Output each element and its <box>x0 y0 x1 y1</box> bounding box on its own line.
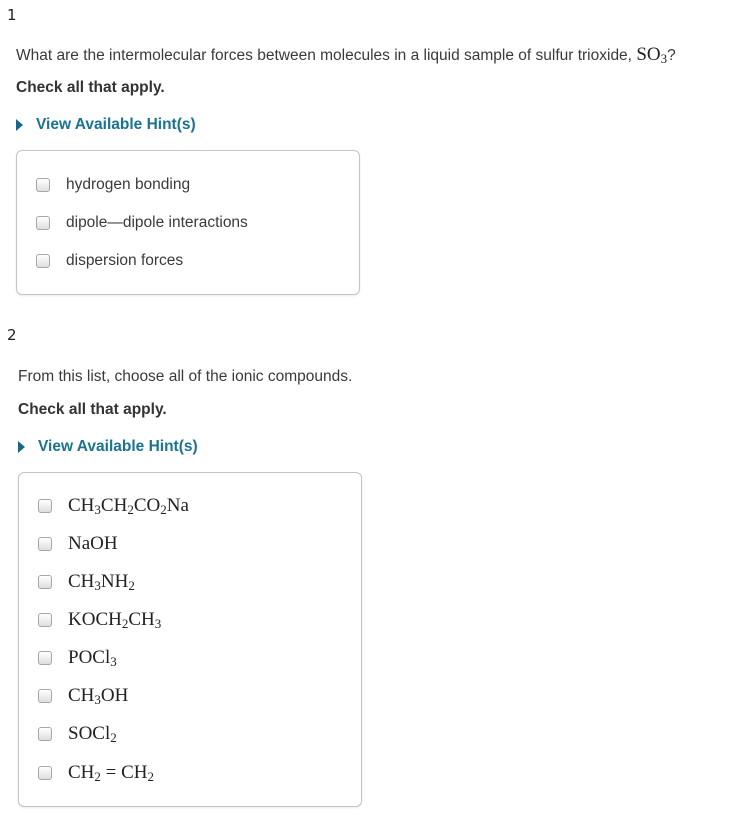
option-compound-2[interactable] <box>38 531 118 557</box>
formula-part: NH <box>100 570 129 592</box>
option-compound-8[interactable] <box>38 760 154 786</box>
expand-triangle-icon <box>18 441 25 453</box>
formula-part: KOCH <box>68 608 122 630</box>
expand-triangle-icon <box>16 119 23 131</box>
formula-subscript: 2 <box>110 729 117 745</box>
checkbox[interactable] <box>38 499 52 513</box>
formula-part: CH <box>68 570 95 592</box>
option-label: dipole—dipole interactions <box>66 214 248 231</box>
option-compound-3[interactable] <box>38 569 135 595</box>
compound-formula <box>68 495 189 518</box>
formula-part: NaOH <box>68 533 118 554</box>
formula-subscript: 2 <box>121 615 129 631</box>
question-1-prompt <box>16 44 676 67</box>
question-1-prompt-suffix: ? <box>667 47 676 64</box>
question-2-hint-toggle[interactable] <box>18 438 198 456</box>
checkbox[interactable] <box>38 613 52 627</box>
hint-label: View Available Hint(s) <box>36 116 196 133</box>
formula-subscript: 3 <box>94 691 101 707</box>
formula-subscript: 2 <box>127 501 134 517</box>
formula-part: = <box>100 761 122 783</box>
checkbox[interactable] <box>36 254 50 268</box>
formula-subscript: 2 <box>147 768 155 784</box>
checkbox[interactable] <box>36 216 50 230</box>
formula-part: CH <box>128 608 155 630</box>
question-2-number: 2 <box>7 326 17 344</box>
checkbox[interactable] <box>38 651 52 665</box>
option-compound-4[interactable] <box>38 607 161 633</box>
formula-subscript: 3 <box>94 577 101 593</box>
option-compound-6[interactable] <box>38 683 128 709</box>
formula-part: Na <box>166 494 189 516</box>
checkbox[interactable] <box>36 178 50 192</box>
compound-formula <box>68 647 117 670</box>
question-1-prompt-text: What are the intermolecular forces between molecules in a liquid sample of sulfur trioxide, <box>16 47 632 64</box>
formula-part: CH <box>68 761 95 783</box>
compound-formula <box>68 533 118 555</box>
formula-subscript: 2 <box>128 577 135 593</box>
question-1-options-box <box>16 150 360 295</box>
formula-part: CH <box>121 761 148 783</box>
checkbox[interactable] <box>38 727 52 741</box>
compound-formula <box>68 762 154 785</box>
question-2-options-box <box>18 472 362 807</box>
option-compound-1[interactable] <box>38 493 189 519</box>
checkbox[interactable] <box>38 689 52 703</box>
compound-formula <box>68 571 135 594</box>
option-compound-7[interactable] <box>38 721 117 747</box>
question-1-hint-toggle[interactable] <box>16 116 196 134</box>
formula-part: SOCl <box>68 722 111 744</box>
formula-subscript: 3 <box>110 653 117 669</box>
option-hydrogen-bonding[interactable] <box>36 172 190 198</box>
option-dispersion-forces[interactable] <box>36 248 183 274</box>
formula-part: POCl <box>68 646 111 668</box>
option-label: hydrogen bonding <box>66 176 191 193</box>
formula-part: CH <box>100 494 128 516</box>
formula-part: CH <box>68 494 95 516</box>
formula-subscript: 2 <box>94 768 101 784</box>
question-2-instruction: Check all that apply. <box>18 401 167 418</box>
checkbox[interactable] <box>38 575 52 589</box>
formula-subscript: 2 <box>160 501 167 517</box>
option-compound-5[interactable] <box>38 645 117 671</box>
question-2-prompt: From this list, choose all of the ionic compounds. <box>18 368 353 385</box>
formula-part: CO <box>133 494 161 516</box>
compound-formula <box>68 685 128 708</box>
compound-formula <box>68 723 117 746</box>
formula-part: OH <box>100 684 129 706</box>
checkbox[interactable] <box>38 537 52 551</box>
checkbox[interactable] <box>38 766 52 780</box>
formula-subscript: 3 <box>154 615 162 631</box>
question-1-formula: $SO_3$ <box>636 44 668 66</box>
option-label: dispersion forces <box>66 252 184 269</box>
compound-formula <box>68 609 161 632</box>
formula-subscript: 3 <box>94 501 101 517</box>
question-1-number: 1 <box>7 6 17 24</box>
formula-part: CH <box>68 684 95 706</box>
hint-label: View Available Hint(s) <box>38 438 198 455</box>
question-1-instruction: Check all that apply. <box>16 79 165 96</box>
option-dipole-dipole[interactable] <box>36 210 248 236</box>
